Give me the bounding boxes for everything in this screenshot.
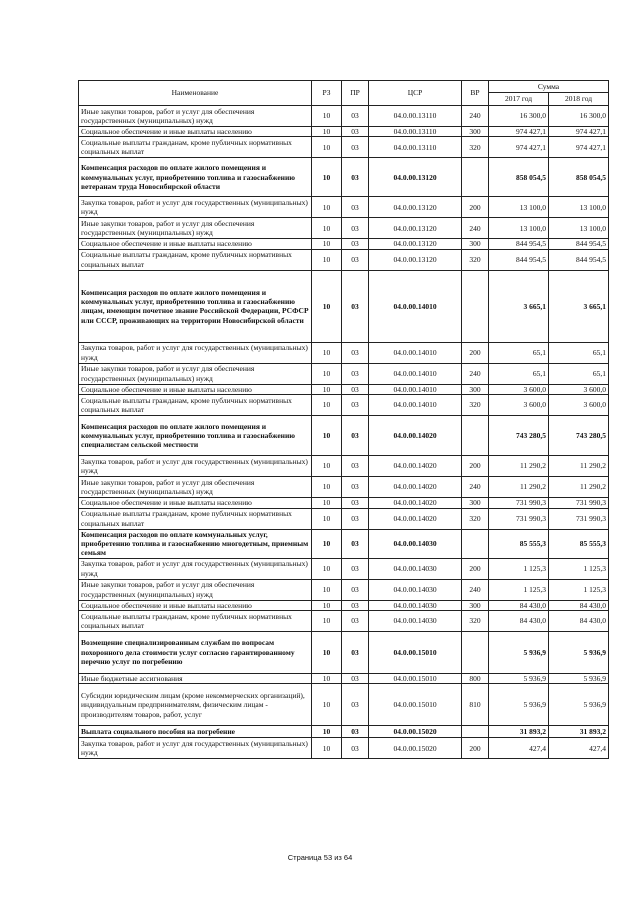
row-pr: 03 xyxy=(342,477,369,498)
row-csr: 04.0.00.14020 xyxy=(369,498,462,508)
col-header-year-2017: 2017 год xyxy=(489,93,549,106)
row-csr: 04.0.00.14020 xyxy=(369,416,462,456)
table-row xyxy=(79,342,609,363)
table-row xyxy=(79,106,609,127)
row-rz: 10 xyxy=(312,498,342,508)
row-sum-2017: 844 954,5 xyxy=(489,239,549,249)
row-csr: 04.0.00.14010 xyxy=(369,363,462,384)
row-name: Компенсация расходов по оплате жилого помещения и коммунальных услуг, приобретению топлива и газоснабжению лицам, имеющим почетное звание Российской Федерации, РСФСР или СССР, проживающих на территории Новосибирской области xyxy=(79,270,312,342)
table-row xyxy=(79,384,609,394)
row-vr: 320 xyxy=(462,137,489,158)
row-pr: 03 xyxy=(342,197,369,218)
table-row xyxy=(79,239,609,249)
row-csr: 04.0.00.14010 xyxy=(369,395,462,416)
table-row xyxy=(79,416,609,456)
table-row xyxy=(79,600,609,610)
row-sum-2018: 5 936,9 xyxy=(549,632,609,674)
row-pr: 03 xyxy=(342,579,369,600)
row-pr: 03 xyxy=(342,726,369,738)
row-rz: 10 xyxy=(312,395,342,416)
row-sum-2017: 858 054,5 xyxy=(489,158,549,197)
row-csr: 04.0.00.13120 xyxy=(369,197,462,218)
row-name: Социальные выплаты гражданам, кроме публичных нормативных социальных выплат xyxy=(79,137,312,158)
row-name: Иные закупки товаров, работ и услуг для обеспечения государственных (муниципальных) нужд xyxy=(79,363,312,384)
row-rz: 10 xyxy=(312,218,342,239)
row-sum-2018: 858 054,5 xyxy=(549,158,609,197)
table-row xyxy=(79,158,609,197)
table-row xyxy=(79,137,609,158)
row-vr xyxy=(462,529,489,558)
row-sum-2017: 13 100,0 xyxy=(489,197,549,218)
row-pr: 03 xyxy=(342,456,369,477)
row-csr: 04.0.00.14030 xyxy=(369,558,462,579)
row-name: Компенсация расходов по оплате жилого помещения и коммунальных услуг, приобретению топлива и газоснабжению специалистам сельской местности xyxy=(79,416,312,456)
row-csr: 04.0.00.14010 xyxy=(369,270,462,342)
table-row xyxy=(79,127,609,137)
row-name: Социальное обеспечение и иные выплаты населению xyxy=(79,600,312,610)
row-name: Социальные выплаты гражданам, кроме публичных нормативных социальных выплат xyxy=(79,508,312,529)
row-sum-2018: 84 430,0 xyxy=(549,600,609,610)
row-rz: 10 xyxy=(312,416,342,456)
row-sum-2017: 3 600,0 xyxy=(489,384,549,394)
row-sum-2018: 31 893,2 xyxy=(549,726,609,738)
row-name: Иные закупки товаров, работ и услуг для обеспечения государственных (муниципальных) нужд xyxy=(79,218,312,239)
row-vr: 300 xyxy=(462,127,489,137)
row-pr: 03 xyxy=(342,106,369,127)
row-csr: 04.0.00.14030 xyxy=(369,611,462,632)
row-sum-2017: 1 125,3 xyxy=(489,558,549,579)
row-rz: 10 xyxy=(312,508,342,529)
row-rz: 10 xyxy=(312,529,342,558)
col-header-rz: РЗ xyxy=(312,81,342,106)
row-rz: 10 xyxy=(312,579,342,600)
col-header-csr: ЦСР xyxy=(369,81,462,106)
row-sum-2018: 427,4 xyxy=(549,738,609,759)
row-vr: 800 xyxy=(462,674,489,684)
table-row xyxy=(79,456,609,477)
row-name: Социальное обеспечение и иные выплаты населению xyxy=(79,127,312,137)
row-rz: 10 xyxy=(312,270,342,342)
row-sum-2017: 974 427,1 xyxy=(489,127,549,137)
row-csr: 04.0.00.14010 xyxy=(369,342,462,363)
row-name: Компенсация расходов по оплате коммунальных услуг, приобретению топлива и газоснабжению многодетным, приемным семьям xyxy=(79,529,312,558)
row-rz: 10 xyxy=(312,684,342,726)
row-pr: 03 xyxy=(342,558,369,579)
row-sum-2018: 5 936,9 xyxy=(549,684,609,726)
table-row xyxy=(79,558,609,579)
row-csr: 04.0.00.13110 xyxy=(369,127,462,137)
row-vr xyxy=(462,632,489,674)
table-row xyxy=(79,579,609,600)
table-row xyxy=(79,395,609,416)
row-sum-2017: 5 936,9 xyxy=(489,684,549,726)
table-row xyxy=(79,508,609,529)
table-row xyxy=(79,674,609,684)
row-csr: 04.0.00.14030 xyxy=(369,579,462,600)
row-sum-2017: 11 290,2 xyxy=(489,477,549,498)
row-pr: 03 xyxy=(342,529,369,558)
table-row xyxy=(79,218,609,239)
row-sum-2017: 731 990,3 xyxy=(489,498,549,508)
row-csr: 04.0.00.13110 xyxy=(369,106,462,127)
row-vr xyxy=(462,416,489,456)
row-sum-2017: 84 430,0 xyxy=(489,600,549,610)
row-sum-2017: 5 936,9 xyxy=(489,632,549,674)
row-vr: 200 xyxy=(462,738,489,759)
row-rz: 10 xyxy=(312,477,342,498)
row-csr: 04.0.00.14020 xyxy=(369,508,462,529)
row-sum-2018: 11 290,2 xyxy=(549,477,609,498)
row-vr: 320 xyxy=(462,508,489,529)
table-row xyxy=(79,726,609,738)
col-header-pr: ПР xyxy=(342,81,369,106)
row-sum-2018: 731 990,3 xyxy=(549,508,609,529)
row-pr: 03 xyxy=(342,738,369,759)
row-sum-2018: 16 300,0 xyxy=(549,106,609,127)
row-sum-2017: 5 936,9 xyxy=(489,674,549,684)
row-csr: 04.0.00.13120 xyxy=(369,218,462,239)
row-name: Иные закупки товаров, работ и услуг для обеспечения государственных (муниципальных) нужд xyxy=(79,579,312,600)
table-row xyxy=(79,197,609,218)
row-pr: 03 xyxy=(342,508,369,529)
row-csr: 04.0.00.14020 xyxy=(369,477,462,498)
row-name: Закупка товаров, работ и услуг для государственных (муниципальных) нужд xyxy=(79,197,312,218)
row-vr: 300 xyxy=(462,239,489,249)
row-vr: 300 xyxy=(462,384,489,394)
row-sum-2018: 844 954,5 xyxy=(549,239,609,249)
col-header-name: Наименование xyxy=(79,81,312,106)
row-sum-2018: 1 125,3 xyxy=(549,558,609,579)
row-pr: 03 xyxy=(342,363,369,384)
row-sum-2017: 743 280,5 xyxy=(489,416,549,456)
row-sum-2018: 974 427,1 xyxy=(549,137,609,158)
row-vr: 200 xyxy=(462,197,489,218)
row-sum-2017: 1 125,3 xyxy=(489,579,549,600)
row-vr: 200 xyxy=(462,342,489,363)
row-name: Иные бюджетные ассигнования xyxy=(79,674,312,684)
row-sum-2018: 844 954,5 xyxy=(549,249,609,270)
table-row xyxy=(79,529,609,558)
row-vr: 300 xyxy=(462,600,489,610)
row-name: Выплата социального пособия на погребение xyxy=(79,726,312,738)
row-sum-2017: 85 555,3 xyxy=(489,529,549,558)
table-row xyxy=(79,477,609,498)
budget-table xyxy=(78,80,609,759)
row-csr: 04.0.00.13110 xyxy=(369,137,462,158)
row-rz: 10 xyxy=(312,384,342,394)
table-body xyxy=(79,106,609,759)
row-sum-2017: 31 893,2 xyxy=(489,726,549,738)
row-sum-2017: 65,1 xyxy=(489,363,549,384)
row-name: Закупка товаров, работ и услуг для государственных (муниципальных) нужд xyxy=(79,738,312,759)
row-rz: 10 xyxy=(312,137,342,158)
row-sum-2017: 84 430,0 xyxy=(489,611,549,632)
row-rz: 10 xyxy=(312,632,342,674)
row-rz: 10 xyxy=(312,197,342,218)
table-row xyxy=(79,738,609,759)
row-name: Возмещение специализированным службам по вопросам похоронного дела стоимости услуг согласно гарантированному перечню услуг по погребению xyxy=(79,632,312,674)
row-rz: 10 xyxy=(312,600,342,610)
row-rz: 10 xyxy=(312,158,342,197)
row-csr: 04.0.00.15010 xyxy=(369,684,462,726)
row-sum-2018: 84 430,0 xyxy=(549,611,609,632)
row-sum-2017: 731 990,3 xyxy=(489,508,549,529)
row-sum-2017: 3 665,1 xyxy=(489,270,549,342)
row-rz: 10 xyxy=(312,363,342,384)
row-rz: 10 xyxy=(312,726,342,738)
row-name: Социальное обеспечение и иные выплаты населению xyxy=(79,239,312,249)
row-csr: 04.0.00.13120 xyxy=(369,158,462,197)
row-pr: 03 xyxy=(342,611,369,632)
row-sum-2018: 65,1 xyxy=(549,342,609,363)
row-sum-2018: 5 936,9 xyxy=(549,674,609,684)
row-rz: 10 xyxy=(312,342,342,363)
row-sum-2018: 65,1 xyxy=(549,363,609,384)
table-row xyxy=(79,632,609,674)
row-pr: 03 xyxy=(342,137,369,158)
row-sum-2018: 3 600,0 xyxy=(549,384,609,394)
row-vr xyxy=(462,726,489,738)
row-vr: 240 xyxy=(462,106,489,127)
row-csr: 04.0.00.13120 xyxy=(369,239,462,249)
row-pr: 03 xyxy=(342,218,369,239)
row-pr: 03 xyxy=(342,127,369,137)
row-sum-2017: 3 600,0 xyxy=(489,395,549,416)
row-pr: 03 xyxy=(342,600,369,610)
row-name: Субсидии юридическим лицам (кроме некоммерческих организаций), индивидуальным предпринимателям, физическим лицам - производителям товаров, работ, услуг xyxy=(79,684,312,726)
row-sum-2018: 3 665,1 xyxy=(549,270,609,342)
row-sum-2017: 974 427,1 xyxy=(489,137,549,158)
row-name: Социальные выплаты гражданам, кроме публичных нормативных социальных выплат xyxy=(79,395,312,416)
row-csr: 04.0.00.14020 xyxy=(369,456,462,477)
row-sum-2017: 11 290,2 xyxy=(489,456,549,477)
row-vr: 200 xyxy=(462,558,489,579)
row-sum-2018: 3 600,0 xyxy=(549,395,609,416)
row-name: Закупка товаров, работ и услуг для государственных (муниципальных) нужд xyxy=(79,342,312,363)
table-row xyxy=(79,270,609,342)
row-rz: 10 xyxy=(312,106,342,127)
row-rz: 10 xyxy=(312,558,342,579)
row-pr: 03 xyxy=(342,498,369,508)
table-row xyxy=(79,363,609,384)
row-sum-2018: 743 280,5 xyxy=(549,416,609,456)
row-pr: 03 xyxy=(342,674,369,684)
row-pr: 03 xyxy=(342,239,369,249)
row-csr: 04.0.00.14030 xyxy=(369,529,462,558)
row-rz: 10 xyxy=(312,738,342,759)
row-sum-2017: 16 300,0 xyxy=(489,106,549,127)
row-sum-2018: 13 100,0 xyxy=(549,218,609,239)
row-sum-2017: 427,4 xyxy=(489,738,549,759)
row-rz: 10 xyxy=(312,611,342,632)
row-pr: 03 xyxy=(342,270,369,342)
row-rz: 10 xyxy=(312,674,342,684)
row-name: Закупка товаров, работ и услуг для государственных (муниципальных) нужд xyxy=(79,558,312,579)
row-name: Компенсация расходов по оплате жилого помещения и коммунальных услуг, приобретению топлива и газоснабжению ветеранам труда Новосибирской области xyxy=(79,158,312,197)
page-footer: Страница 53 из 64 xyxy=(287,853,353,862)
row-csr: 04.0.00.15010 xyxy=(369,674,462,684)
row-sum-2017: 13 100,0 xyxy=(489,218,549,239)
row-rz: 10 xyxy=(312,127,342,137)
row-csr: 04.0.00.14010 xyxy=(369,384,462,394)
row-rz: 10 xyxy=(312,456,342,477)
row-vr: 320 xyxy=(462,249,489,270)
row-vr: 810 xyxy=(462,684,489,726)
col-header-sum: Сумма xyxy=(489,81,609,93)
row-vr xyxy=(462,158,489,197)
row-sum-2018: 85 555,3 xyxy=(549,529,609,558)
row-pr: 03 xyxy=(342,342,369,363)
row-pr: 03 xyxy=(342,158,369,197)
col-header-vr: ВР xyxy=(462,81,489,106)
row-vr: 320 xyxy=(462,395,489,416)
table-row xyxy=(79,611,609,632)
row-pr: 03 xyxy=(342,384,369,394)
row-sum-2017: 65,1 xyxy=(489,342,549,363)
row-csr: 04.0.00.13120 xyxy=(369,249,462,270)
row-csr: 04.0.00.15020 xyxy=(369,726,462,738)
row-name: Иные закупки товаров, работ и услуг для обеспечения государственных (муниципальных) нужд xyxy=(79,477,312,498)
row-name: Социальные выплаты гражданам, кроме публичных нормативных социальных выплат xyxy=(79,611,312,632)
row-rz: 10 xyxy=(312,249,342,270)
row-sum-2018: 731 990,3 xyxy=(549,498,609,508)
row-vr: 240 xyxy=(462,218,489,239)
row-rz: 10 xyxy=(312,239,342,249)
row-vr: 240 xyxy=(462,477,489,498)
row-name: Иные закупки товаров, работ и услуг для обеспечения государственных (муниципальных) нужд xyxy=(79,106,312,127)
row-pr: 03 xyxy=(342,416,369,456)
row-pr: 03 xyxy=(342,395,369,416)
row-vr: 240 xyxy=(462,363,489,384)
row-vr: 200 xyxy=(462,456,489,477)
row-name: Социальные выплаты гражданам, кроме публичных нормативных социальных выплат xyxy=(79,249,312,270)
table-row xyxy=(79,249,609,270)
row-pr: 03 xyxy=(342,632,369,674)
row-vr xyxy=(462,270,489,342)
row-sum-2018: 13 100,0 xyxy=(549,197,609,218)
row-vr: 320 xyxy=(462,611,489,632)
table-row xyxy=(79,498,609,508)
row-sum-2018: 974 427,1 xyxy=(549,127,609,137)
row-vr: 240 xyxy=(462,579,489,600)
row-sum-2018: 11 290,2 xyxy=(549,456,609,477)
row-pr: 03 xyxy=(342,684,369,726)
row-name: Социальное обеспечение и иные выплаты населению xyxy=(79,498,312,508)
row-sum-2018: 1 125,3 xyxy=(549,579,609,600)
row-csr: 04.0.00.15010 xyxy=(369,632,462,674)
row-csr: 04.0.00.14030 xyxy=(369,600,462,610)
row-vr: 300 xyxy=(462,498,489,508)
row-name: Закупка товаров, работ и услуг для государственных (муниципальных) нужд xyxy=(79,456,312,477)
col-header-year-2018: 2018 год xyxy=(549,93,609,106)
row-name: Социальное обеспечение и иные выплаты населению xyxy=(79,384,312,394)
row-sum-2017: 844 954,5 xyxy=(489,249,549,270)
table-row xyxy=(79,684,609,726)
row-pr: 03 xyxy=(342,249,369,270)
row-csr: 04.0.00.15020 xyxy=(369,738,462,759)
